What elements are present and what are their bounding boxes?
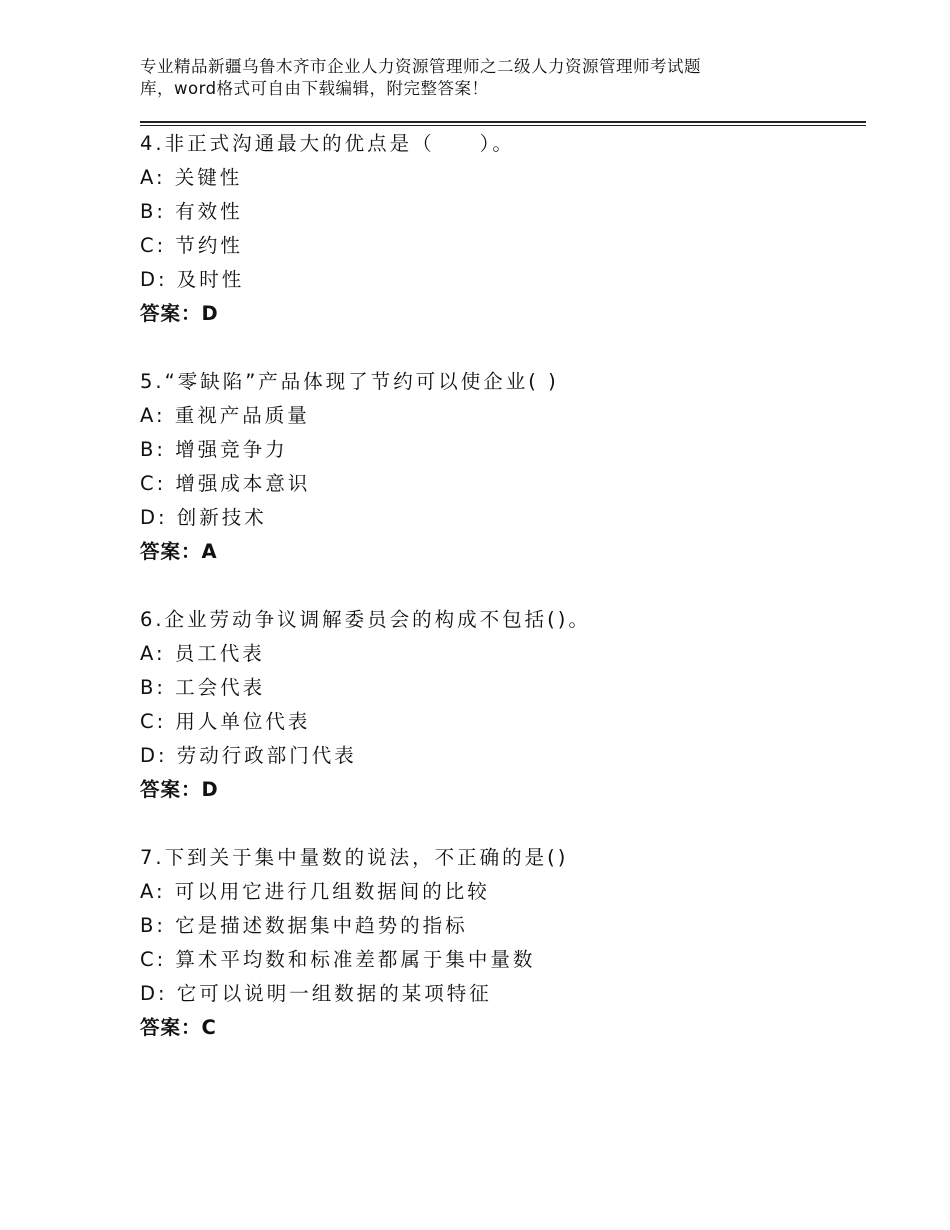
question-stem: 5.“零缺陷”产品体现了节约可以使企业( ) bbox=[140, 370, 559, 393]
option-c: C: 算术平均数和标准差都属于集中量数 bbox=[140, 948, 536, 971]
option-b: B: 有效性 bbox=[140, 200, 243, 223]
document-header bbox=[140, 56, 780, 100]
answer-line: 答案：D bbox=[140, 778, 219, 801]
answer-line: 答案：D bbox=[140, 302, 219, 325]
header-line-2: 库，word格式可自由下载编辑，附完整答案！ bbox=[140, 79, 489, 98]
option-a: A: 关键性 bbox=[140, 166, 243, 189]
option-d: D: 它可以说明一组数据的某项特征 bbox=[140, 982, 492, 1005]
answer-line: 答案：C bbox=[140, 1016, 217, 1039]
question-stem: 6.企业劳动争议调解委员会的构成不包括()。 bbox=[140, 608, 591, 631]
option-c: C: 用人单位代表 bbox=[140, 710, 311, 733]
divider-thick-line bbox=[140, 121, 866, 123]
question-4 bbox=[140, 127, 860, 331]
header-line-1: 专业精品新疆乌鲁木齐市企业人力资源管理师之二级人力资源管理师考试题 bbox=[140, 57, 701, 76]
option-a: A: 重视产品质量 bbox=[140, 404, 310, 427]
option-c: C: 增强成本意识 bbox=[140, 472, 311, 495]
question-stem: 4.非正式沟通最大的优点是（ ）。 bbox=[140, 132, 515, 155]
option-c: C: 节约性 bbox=[140, 234, 243, 257]
option-d: D: 创新技术 bbox=[140, 506, 267, 529]
question-stem: 7.下到关于集中量数的说法，不正确的是() bbox=[140, 846, 569, 869]
option-b: B: 增强竞争力 bbox=[140, 438, 288, 461]
answer-line: 答案：A bbox=[140, 540, 218, 563]
question-5 bbox=[140, 365, 860, 569]
question-list bbox=[140, 127, 860, 1079]
option-b: B: 工会代表 bbox=[140, 676, 266, 699]
option-b: B: 它是描述数据集中趋势的指标 bbox=[140, 914, 468, 937]
question-6 bbox=[140, 603, 860, 807]
option-d: D: 及时性 bbox=[140, 268, 245, 291]
option-d: D: 劳动行政部门代表 bbox=[140, 744, 357, 767]
question-7 bbox=[140, 841, 860, 1045]
divider-thin-line bbox=[140, 125, 866, 126]
header-divider bbox=[140, 121, 866, 126]
option-a: A: 可以用它进行几组数据间的比较 bbox=[140, 880, 490, 903]
option-a: A: 员工代表 bbox=[140, 642, 265, 665]
